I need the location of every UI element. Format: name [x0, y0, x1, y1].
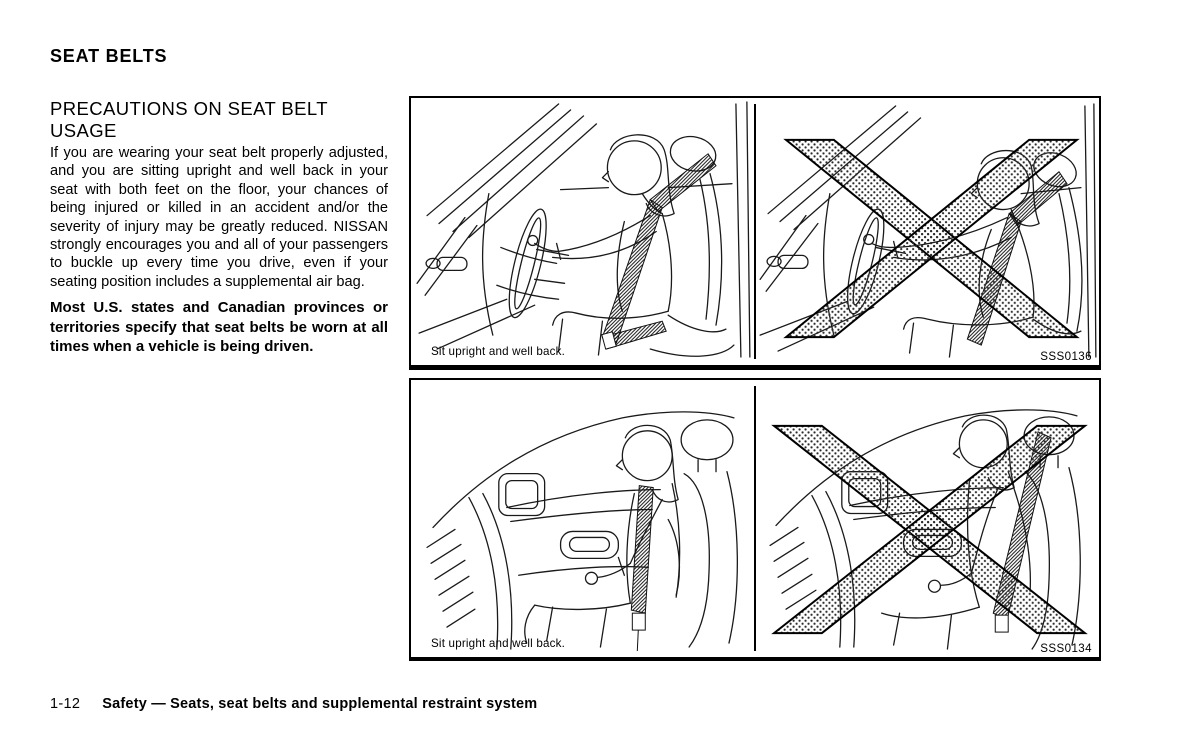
page-footer	[50, 696, 537, 712]
section-title-line1: PRECAUTIONS ON SEAT BELT	[50, 98, 328, 119]
prohibition-x-mark	[774, 426, 1085, 633]
section-title	[50, 98, 328, 141]
body-paragraph-2: Most U.S. states and Canadian provinces or territories specify that seat belts be worn at all times when a vehicle is being driven.	[50, 299, 388, 355]
figure-front-correct	[411, 98, 754, 365]
figure-panel-rear-seat	[409, 378, 1101, 661]
illustration-passenger-crossed	[756, 380, 1098, 655]
figure-caption: Sit upright and well back.	[431, 637, 566, 650]
footer-page-number: 1-12	[50, 696, 81, 712]
prohibition-x-mark	[786, 140, 1077, 337]
illustration-driver-correct	[411, 98, 753, 363]
illustration-passenger-correct	[411, 380, 753, 655]
figure-id-label: SSS0134	[1040, 642, 1092, 655]
page-header-title: SEAT BELTS	[50, 46, 168, 66]
footer-section-title: Safety — Seats, seat belts and supplemental restraint system	[102, 696, 538, 712]
figure-front-incorrect	[756, 98, 1099, 365]
illustration-driver-crossed	[756, 98, 1098, 363]
figure-id-label: SSS0136	[1040, 350, 1092, 363]
figure-rear-incorrect	[756, 380, 1099, 657]
figure-rear-correct	[411, 380, 754, 657]
section-title-line2: USAGE	[50, 119, 117, 141]
body-paragraph-1: If you are wearing your seat belt properly adjusted, and you are sitting upright and well back in your seat with both feet on the floor, your chances of being injured or killed in an accident and/or the severity of injury may be greatly reduced. NISSAN strongly encourages you and all of your passengers to buckle up every time you drive, even if your seating position includes a supplemental air bag.	[50, 145, 388, 290]
figure-panel-front-seat	[409, 96, 1101, 370]
body-text-column	[50, 144, 388, 356]
figure-caption: Sit upright and well back.	[431, 345, 566, 358]
